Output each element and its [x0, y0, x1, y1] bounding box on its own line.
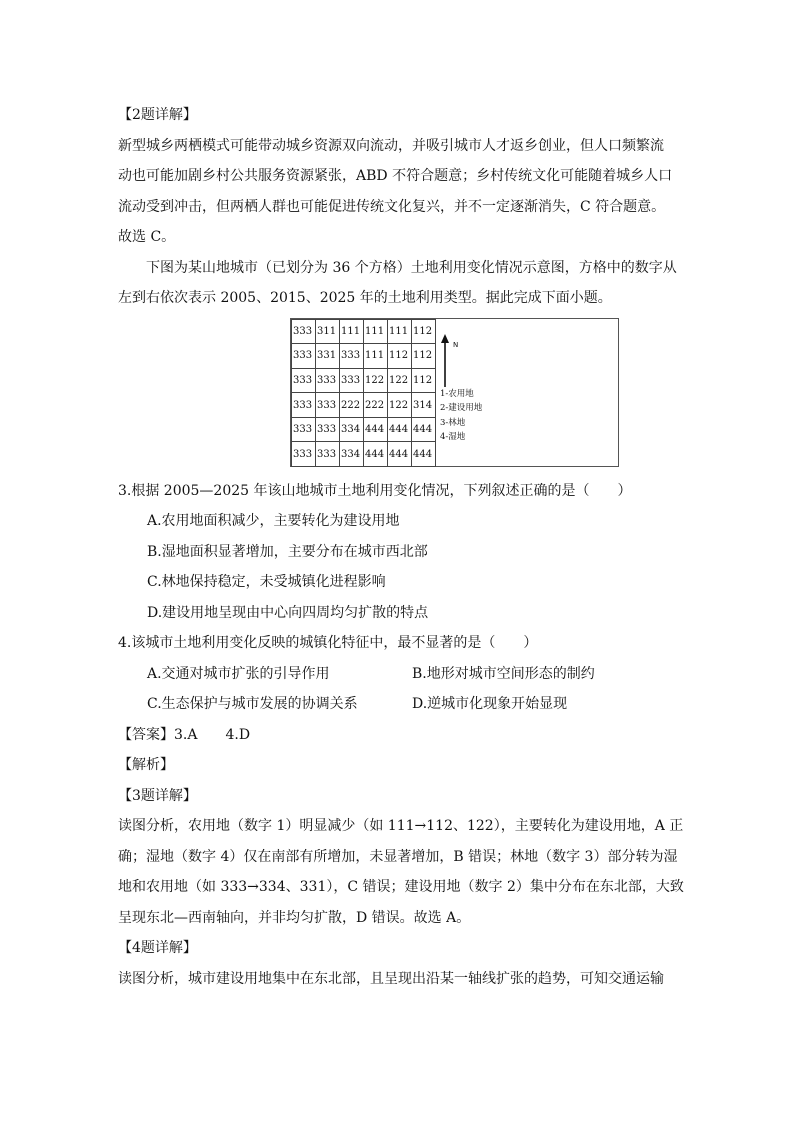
question-3-option-c: C.林地保持稳定，未受城镇化进程影响	[147, 574, 386, 590]
answer-line: 【答案】3.A 4.D	[118, 726, 251, 743]
grid-cell: 334	[340, 417, 364, 442]
document-page	[118, 100, 684, 994]
analysis-heading: 【解析】	[118, 757, 174, 773]
land-use-figure	[118, 316, 678, 472]
question-4-options-row	[118, 659, 678, 690]
q3-explanation-line: 确；湿地（数字 4）仅在南部有所增加，未显著增加，B 错误；林地（数字 3）部分转为湿	[118, 848, 678, 865]
grid-cell: 333	[292, 417, 316, 442]
grid-row	[292, 393, 436, 418]
question-4-option-b: B.地形对城市空间形态的制约	[412, 665, 595, 682]
grid-cell: 444	[388, 442, 412, 467]
grid-cell: 333	[340, 344, 364, 369]
question-4-option-c: C.生态保护与城市发展的协调关系	[147, 696, 358, 712]
question-3-option-d: D.建设用地呈现由中心向四周均匀扩散的特点	[147, 604, 429, 621]
q3-explanation-line: 呈现东北—西南轴向，并非均匀扩散，D 错误。故选 A。	[118, 909, 471, 926]
section-heading-q4: 【4题详解】	[118, 940, 197, 956]
grid-cell: 122	[388, 393, 412, 418]
q3-explanation-line: 地和农用地（如 333→334、331），C 错误；建设用地（数字 2）集中分布在东北部，大致	[118, 879, 684, 895]
question-4-option-a: A.交通对城市扩张的引导作用	[147, 665, 330, 682]
grid-row	[292, 319, 436, 344]
question-4-option-d: D.逆城市化现象开始显现	[412, 696, 568, 712]
material-line: 左到右依次表示 2005、2015、2025 年的土地利用类型。据此完成下面小题。	[118, 290, 612, 306]
grid-cell: 333	[292, 344, 316, 369]
grid-cell: 333	[292, 442, 316, 467]
grid-cell: 111	[364, 344, 388, 369]
section-heading-q2: 【2题详解】	[118, 107, 197, 123]
grid-cell: 122	[364, 368, 388, 393]
grid-cell: 444	[364, 417, 388, 442]
grid-cell: 333	[316, 442, 340, 467]
grid-cell: 333	[292, 368, 316, 393]
legend-item: 4-湿地	[440, 432, 466, 442]
grid-cell: 331	[316, 344, 340, 369]
question-3-stem: 3.根据 2005—2025 年该山地城市土地利用变化情况，下列叙述正确的是（ ）	[118, 482, 632, 499]
q2-paragraph-line: 故选 C。	[118, 229, 176, 245]
question-3-option-b: B.湿地面积显著增加，主要分布在城市西北部	[147, 543, 428, 560]
grid-row	[292, 368, 436, 393]
grid-cell: 112	[412, 319, 436, 344]
grid-cell: 444	[364, 442, 388, 467]
grid-cell: 444	[412, 442, 436, 467]
grid-cell: 333	[316, 393, 340, 418]
grid-cell: 111	[388, 319, 412, 344]
material-line: 下图为某山地城市（已划分为 36 个方格）土地利用变化情况示意图，方格中的数字从	[146, 259, 677, 276]
grid-cell: 222	[364, 393, 388, 418]
map-legend	[440, 387, 482, 445]
grid-cell: 122	[388, 368, 412, 393]
grid-cell: 334	[340, 442, 364, 467]
grid-row	[292, 344, 436, 369]
grid-cell: 222	[340, 393, 364, 418]
q4-explanation-line: 读图分析，城市建设用地集中在东北部，且呈现出沿某一轴线扩张的趋势，可知交通运输	[118, 970, 664, 987]
grid-cell: 333	[316, 417, 340, 442]
grid-cell: 112	[412, 344, 436, 369]
legend-item: 2-建设用地	[440, 403, 483, 413]
grid-row	[292, 417, 436, 442]
north-arrow-icon	[439, 333, 459, 389]
grid-cell: 311	[316, 319, 340, 344]
land-use-map-frame	[290, 318, 619, 467]
legend-item: 1-农用地	[440, 388, 474, 399]
grid-cell: 444	[412, 417, 436, 442]
legend-item: 3-林地	[440, 417, 466, 428]
land-use-grid	[291, 319, 436, 468]
grid-row	[292, 442, 436, 467]
grid-cell: 111	[340, 319, 364, 344]
grid-cell: 333	[292, 319, 316, 344]
grid-cell: 333	[340, 368, 364, 393]
grid-cell: 112	[412, 368, 436, 393]
q3-explanation-line: 读图分析，农用地（数字 1）明显减少（如 111→112、122），主要转化为建设用地，A 正	[118, 818, 684, 834]
question-4-options-row	[118, 689, 678, 720]
q2-paragraph-line: 流动受到冲击，但两栖人群也可能促进传统文化复兴，并不一定逐渐消失，C 符合题意。	[118, 198, 666, 215]
grid-cell: 111	[364, 319, 388, 344]
q2-paragraph-line: 新型城乡两栖模式可能带动城乡资源双向流动，并吸引城市人才返乡创业，但人口频繁流	[118, 137, 664, 154]
grid-cell: 314	[412, 393, 436, 418]
grid-cell: 444	[388, 417, 412, 442]
q2-paragraph-line: 动也可能加剧乡村公共服务资源紧张，ABD 不符合题意；乡村传统文化可能随着城乡人口	[118, 168, 673, 184]
grid-cell: 333	[292, 393, 316, 418]
question-4-stem: 4.该城市土地利用变化反映的城镇化特征中，最不显著的是（ ）	[118, 635, 538, 651]
grid-cell: 333	[316, 368, 340, 393]
question-3-option-a: A.农用地面积减少，主要转化为建设用地	[147, 513, 400, 529]
section-heading-q3: 【3题详解】	[118, 787, 197, 804]
grid-cell: 112	[388, 344, 412, 369]
north-label: N	[453, 340, 459, 349]
